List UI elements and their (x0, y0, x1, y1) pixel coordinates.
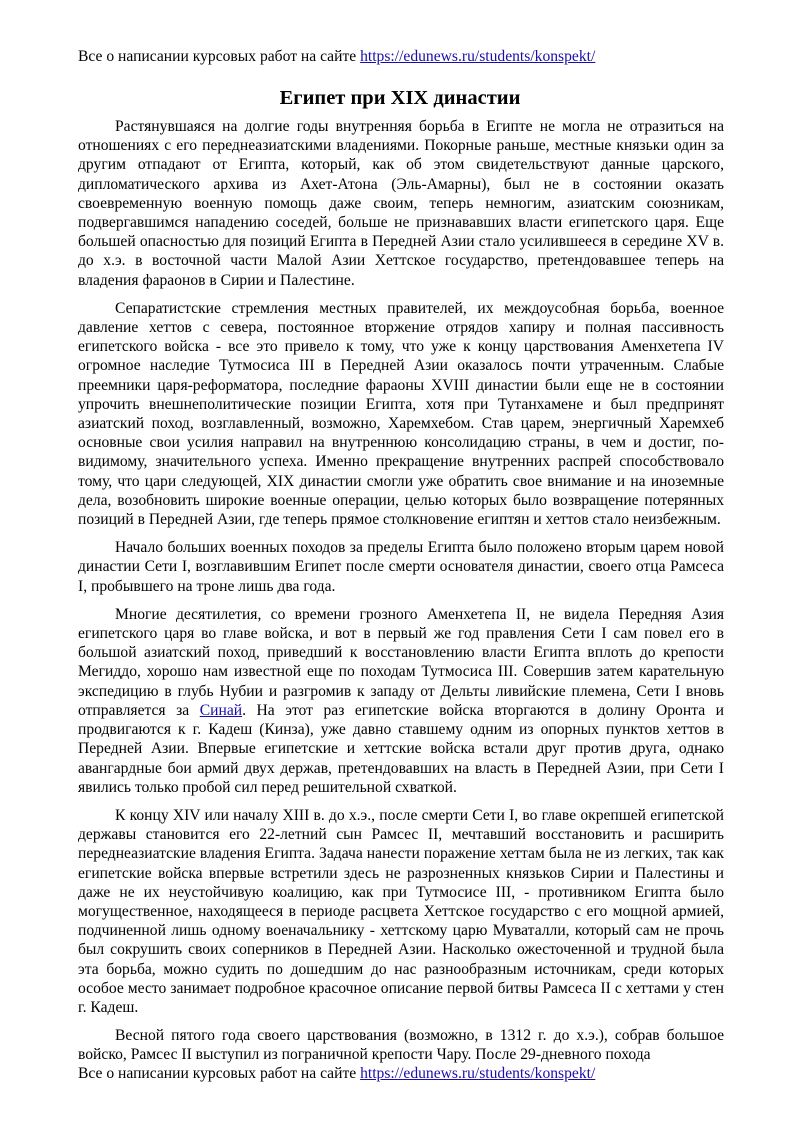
footer-text: Все о написании курсовых работ на сайте (78, 1065, 361, 1082)
paragraph-4-text-end: . На этот раз египетские войска вторгаются в долину Оронта и продвигаются к г. Кадеш (Кинза), уже давно ставшему одним из опорных пунктов хеттов в Передней Азии. Впервые египетские и хеттские войска встали друг против друга, однако авангардные бои армий двух держав, претендовавших на власть в Передней Азии, при Сети I явились только пробой сил перед решительной схваткой. (78, 701, 724, 796)
paragraph-4 (78, 605, 724, 797)
header-link[interactable]: https://edunews.ru/students/konspekt/ (360, 48, 596, 65)
page-title: Египет при XIX династии (279, 87, 521, 109)
paragraph-6: Весной пятого года своего царствования (возможно, в 1312 г. до х.э.), собрав большое войско, Рамсес II выступил из пограничной крепости Чару. После 29-дневного похода (78, 1027, 724, 1064)
article-body (78, 117, 724, 1065)
paragraph-1: Растянувшаяся на долгие годы внутренняя борьба в Египте не могла не отразиться на отношениях с его переднеазиатскими владениями. Покорные раньше, местные князьки один за другим отпадают от Египта, который, как об этом свидетельствуют данные царского, дипломатического архива из Ахет-Атона (Эль-Амарны), был не в состоянии оказать своевременную военную помощь даже своим, теперь немногим, азиатским союзникам, подвергавшимся нападению соседей, больше не признававших власти египетского царя. Еще большей опасностью для позиций Египта в Передней Азии стало усилившееся в середине XV в. до х.э. в восточной части Малой Азии Хеттское государство, претендовавшее теперь на владения фараонов в Сирии и Палестине. (78, 118, 724, 289)
paragraph-4-text-start: Многие десятилетия, со времени грозного Аменхетепа II, не видела Передняя Азия египетского царя во главе войска, и вот в первый же год правления Сети I сам повел его в большой азиатский поход, приведший к восстановлению власти Египта вплоть до крепости Мегиддо, хорошо нам известной еще по походам Тутмосиса III. Совершив затем карательную экспедицию в глубь Нубии и разгромив к западу от Дельты ливийские племена, Сети I вновь отправляется за (78, 605, 724, 719)
page-header (78, 47, 595, 66)
sinai-link[interactable]: Синай (199, 701, 243, 719)
header-text: Все о написании курсовых работ на сайте (78, 48, 361, 65)
paragraph-2: Сепаратистские стремления местных правителей, их междоусобная борьба, военное давление хеттов с севера, постоянное вторжение отрядов хапиру и полная пассивность египетского войска - все это привело к тому, что уже к концу царствования Аменхетепа IV огромное наследие Тутмосиса III в Передней Азии оказалось почти утраченным. Слабые преемники царя-реформатора, последние фараоны XVIII династии были еще не в состоянии упрочить внешнеполитические позиции Египта, хотя при Тутанхамене и был предпринят азиатский поход, возглавленный, возможно, Харемхебом. Став царем, энергичный Харемхеб основные свои усилия направил на внутреннюю консолидацию страны, в чем и достиг, по-видимому, значительного успеха. Именно прекращение внутренних распрей способствовало тому, что цари следующей, XIX династии смогли уже обратить свое внимание и на иноземные дела, возобновить широкие военные операции, целью которых было возвращение потерянных позиций в Передней Азии, где теперь прямое столкновение египтян и хеттов стало неизбежным. (78, 299, 724, 529)
paragraph-3: Начало больших военных походов за пределы Египта было положено вторым царем новой династии Сети I, возглавившим Египет после смерти основателя династии, своего отца Рамсеса I, пробывшего на троне лишь два года. (78, 539, 724, 595)
footer-link[interactable]: https://edunews.ru/students/konspekt/ (360, 1065, 596, 1082)
paragraph-5: К концу XIV или началу XIII в. до х.э., после смерти Сети I, во главе окрепшей египетской державы становится его 22-летний сын Рамсес II, мечтавший восстановить и расширить переднеазиатские владения Египта. Задача нанести поражение хеттам была не из легких, так как египетские войска впервые встретили здесь не разрозненных князьков Сирии и Палестины и даже не их неустойчивую коалицию, как при Тутмосисе III, - противником Египта было могущественное, находящееся в периоде расцвета Хеттское государство с его мощной армией, подчиненной лишь одному военачальнику - хеттскому царю Муваталли, который сам не прочь был сокрушить своих соперников в Передней Азии. Насколько ожесточенной и трудной была эта борьба, можно судить по дошедшим до нас разнообразным источникам, среди которых особое место занимает подробное красочное описание первой битвы Рамсеса II с хеттами у стен г. Кадеш. (78, 806, 724, 1016)
page-footer (78, 1064, 595, 1083)
